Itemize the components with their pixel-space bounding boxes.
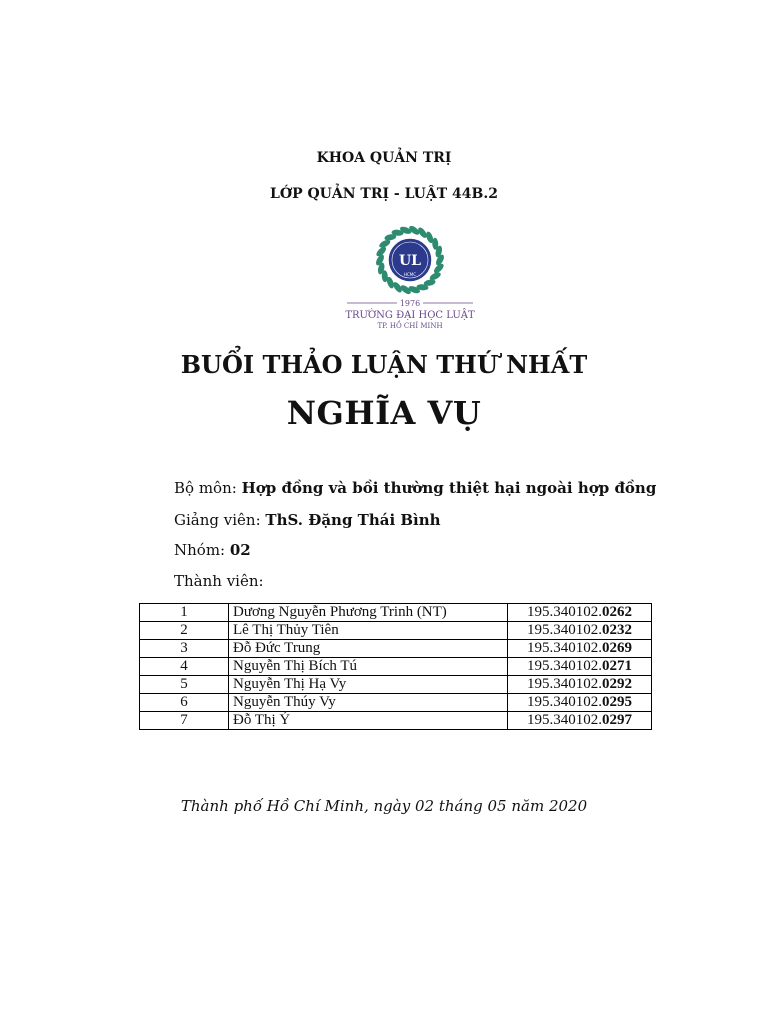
lecturer-row <box>174 511 441 529</box>
faculty-heading: KHOA QUẢN TRỊ <box>316 150 452 166</box>
university-logo <box>335 226 485 336</box>
student-id-suffix: 0292 <box>602 676 632 692</box>
student-id-prefix: 195.340102. <box>527 676 602 692</box>
lecturer-value: ThS. Đặng Thái Bình <box>265 511 441 529</box>
member-name: Nguyễn Thúy Vy <box>229 694 508 712</box>
logo-badge: HCMC <box>403 272 417 277</box>
subject-row <box>174 479 656 497</box>
student-id-suffix: 0269 <box>602 640 632 656</box>
group-label: Nhóm: <box>174 541 226 559</box>
member-name: Dương Nguyễn Phương Trinh (NT) <box>229 604 508 622</box>
class-heading: LỚP QUẢN TRỊ - LUẬT 44B.2 <box>270 186 498 202</box>
main-title: NGHĨA VỤ <box>286 394 482 432</box>
members-table <box>139 603 652 730</box>
subject-label: Bộ môn: <box>174 479 237 497</box>
table-row <box>140 604 652 622</box>
member-name: Nguyễn Thị Bích Tú <box>229 658 508 676</box>
student-id-prefix: 195.340102. <box>527 604 602 620</box>
member-number: 1 <box>140 604 229 622</box>
member-number: 6 <box>140 694 229 712</box>
member-name: Nguyễn Thị Hạ Vy <box>229 676 508 694</box>
table-row <box>140 622 652 640</box>
member-student-id <box>508 658 652 676</box>
member-name: Đỗ Thị Ý <box>229 712 508 730</box>
member-number: 7 <box>140 712 229 730</box>
place-date: Thành phố Hồ Chí Minh, ngày 02 tháng 05 năm 2020 <box>180 797 588 815</box>
member-student-id <box>508 676 652 694</box>
member-student-id <box>508 694 652 712</box>
member-student-id <box>508 640 652 658</box>
member-name: Lê Thị Thủy Tiên <box>229 622 508 640</box>
student-id-suffix: 0262 <box>602 604 632 620</box>
member-student-id <box>508 604 652 622</box>
members-label: Thành viên: <box>174 572 264 590</box>
member-name: Đỗ Đức Trung <box>229 640 508 658</box>
student-id-suffix: 0271 <box>602 658 632 674</box>
logo-city: TP. HỒ CHÍ MINH <box>377 322 443 330</box>
student-id-suffix: 0232 <box>602 622 632 638</box>
member-number: 3 <box>140 640 229 658</box>
logo-year: 1976 <box>399 299 421 308</box>
student-id-prefix: 195.340102. <box>527 712 602 728</box>
group-value: 02 <box>229 541 251 559</box>
table-row <box>140 658 652 676</box>
table-row <box>140 694 652 712</box>
student-id-prefix: 195.340102. <box>527 658 602 674</box>
member-student-id <box>508 712 652 730</box>
student-id-prefix: 195.340102. <box>527 622 602 638</box>
student-id-suffix: 0295 <box>602 694 632 710</box>
student-id-prefix: 195.340102. <box>527 640 602 656</box>
logo-university-name: TRƯỜNG ĐẠI HỌC LUẬT <box>345 310 475 321</box>
session-title: BUỔI THẢO LUẬN THỨ NHẤT <box>180 350 588 379</box>
subject-value: Hợp đồng và bồi thường thiệt hại ngoài hợp đồng <box>241 479 657 497</box>
table-row <box>140 640 652 658</box>
member-number: 4 <box>140 658 229 676</box>
table-row <box>140 676 652 694</box>
member-number: 5 <box>140 676 229 694</box>
student-id-prefix: 195.340102. <box>527 694 602 710</box>
table-row <box>140 712 652 730</box>
student-id-suffix: 0297 <box>602 712 632 728</box>
member-number: 2 <box>140 622 229 640</box>
lecturer-label: Giảng viên: <box>174 511 261 529</box>
logo-monogram: UL <box>398 253 422 269</box>
group-row <box>174 541 251 559</box>
member-student-id <box>508 622 652 640</box>
members-label-row <box>174 572 264 590</box>
